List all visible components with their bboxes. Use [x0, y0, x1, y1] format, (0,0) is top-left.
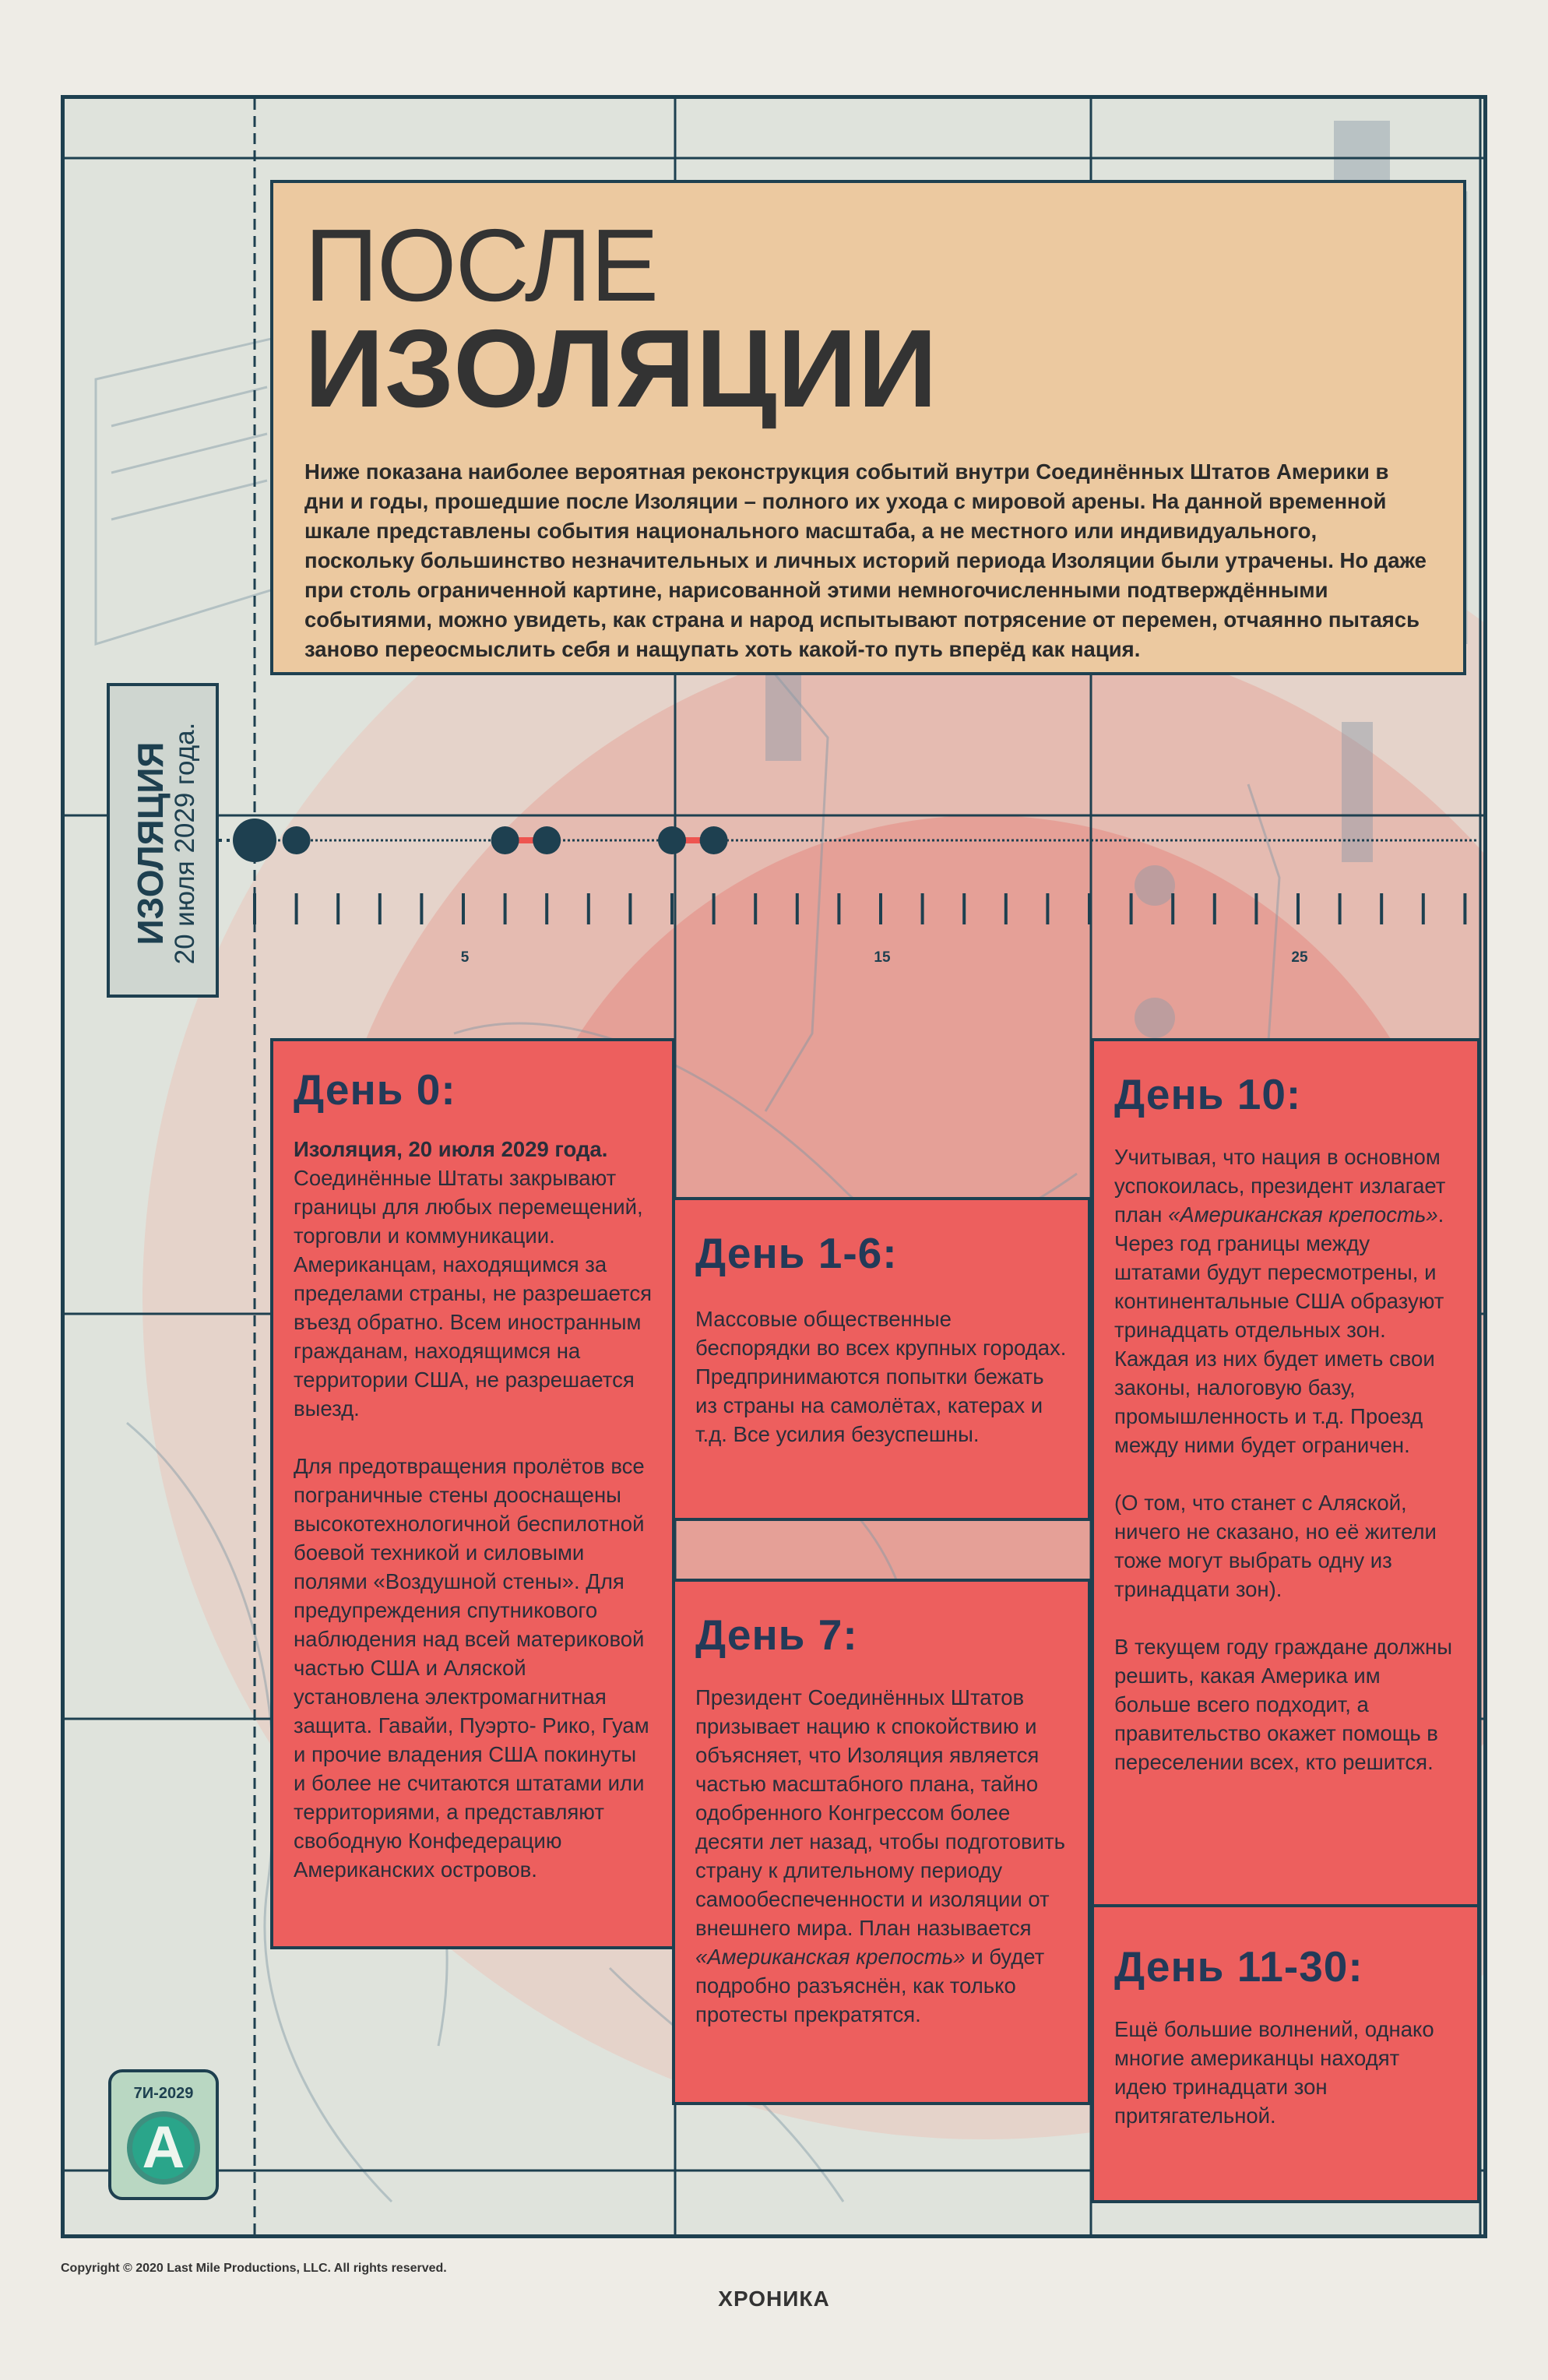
card-day-7 [672, 1579, 1091, 2105]
title-line-2: ИЗОЛЯЦИИ [304, 307, 938, 431]
logo-code: 7И-2029 [133, 2085, 194, 2102]
card-day-0-p1: Соединённые Штаты закрывают границы для любых перемещений, торговли и коммуникации. Американцам, находящимся за пределами страны, не разрешается въезд обратно. Всем иностранным гражданам, находящимся на территории США, не разрешается выезд. [294, 1166, 652, 1421]
card-day-1-6-p1: Массовые общественные беспорядки во всех крупных городах. Предпринимаются попытки бежать из страны на самолётах, катерах и т.д. Все усилия безуспешны. [695, 1307, 1067, 1446]
card-day-11-30 [1091, 1904, 1480, 2203]
title-line-1: ПОСЛЕ [304, 208, 658, 322]
card-day-7-heading: День 7: [695, 1611, 858, 1659]
7i-2029-logo [108, 2069, 219, 2200]
card-day-1-6-heading: День 1-6: [695, 1229, 898, 1277]
card-day-0 [270, 1038, 675, 1949]
isolation-title: ИЗОЛЯЦИЯ [130, 741, 171, 945]
card-day-10-p2: (О том, что станет с Аляской, ничего не сказано, но её жители тоже могут выбрать одну из тринадцати зон). [1114, 1491, 1437, 1601]
logo-letter: A [142, 2114, 185, 2181]
card-day-7-plan-name: «Американская крепость» [695, 1945, 966, 1969]
card-day-11-30-p1: Ещё большие волнений, однако многие американцы находят идею тринадцати зон притягательной. [1114, 2017, 1434, 2128]
logo-emblem-icon [125, 2110, 202, 2186]
card-day-10 [1091, 1038, 1480, 1951]
timeline-dot-day-7 [533, 826, 561, 854]
card-day-11-30-heading: День 11-30: [1114, 1942, 1363, 1991]
timeline-dot-day-1 [283, 826, 311, 854]
card-day-10-p1 [1114, 1142, 1457, 1459]
tick-label-25: 25 [1291, 949, 1308, 966]
poster [61, 95, 1487, 2238]
card-day-0-lead: Изоляция, 20 июля 2029 года. [294, 1137, 608, 1161]
card-day-7-p1 [695, 1683, 1068, 2029]
timeline-dot-day-0 [233, 819, 276, 862]
card-day-1-6 [672, 1197, 1091, 1521]
timeline-dot-day-11 [700, 826, 728, 854]
card-day-10-p3: В текущем году граждане должны решить, какая Америка им больше всего подходит, а правительство окажет помощь в переселении всех, кто решится. [1114, 1635, 1452, 1774]
card-day-10-plan-name: «Американская крепость» [1168, 1202, 1438, 1227]
isolation-label [107, 683, 219, 998]
card-day-0-heading: День 0: [294, 1065, 456, 1114]
card-day-7-p1b: и будет подробно разъяснён, как только протесты прекратятся. [695, 1945, 1045, 2026]
card-day-0-text-1 [294, 1135, 652, 1423]
timeline-dot-day-10 [658, 826, 686, 854]
copyright: Copyright © 2020 Last Mile Productions, LLC. All rights reserved. [61, 2262, 447, 2275]
isolation-date: 20 июля 2029 года. [170, 722, 200, 965]
title-block [270, 180, 1466, 675]
intro-text: Ниже показана наиболее вероятная реконструкция событий внутри Соединённых Штатов Америки в дни и годы, прошедшие после Изоляции – полного их ухода с мировой арены. На данной временной шкале представлены события национального масштаба, а не местного или индивидуального, поскольку большинство незначительных и личных историй периода Изоляции были утрачены. Но даже при столь ограниченной картине, нарисованной этими немногочисленными подтверждёнными событиями, можно увидеть, как страна и народ испытывают потрясение от перемен, отчаянно пытаясь заново переосмыслить себя и нащупать хоть какой-то путь вперёд как нация. [304, 459, 1427, 661]
timeline-dot-day-6 [491, 826, 519, 854]
card-day-0-p2: Для предотвращения пролётов все пограничные стены дооснащены высокотехнологичной беспилотной боевой техникой и силовыми полями «Воздушной стены». Для предупреждения спутникового наблюдения над всей материковой частью США и Аляской установлена электромагнитная защита. Гавайи, Пуэрто- Рико, Гуам и прочие владения США покинуты и более не считаются штатами или территориями, а представляют свободную Конфедерацию Американских островов. [294, 1454, 649, 1882]
tick-label-5: 5 [460, 949, 470, 966]
tick-label-15: 15 [874, 949, 891, 966]
card-day-10-p1b: . Через год границы между штатами будут пересмотрены, и континентальные США образуют тринадцать отдельных зон. Каждая из них будет иметь свои законы, налоговую базу, промышленность и т.д. Проезд между ними будет ограничен. [1114, 1202, 1444, 1457]
card-day-10-p1a: Учитывая, что нация в основном успокоилась, президент излагает план [1114, 1145, 1446, 1227]
card-day-7-p1a: Президент Соединённых Штатов призывает нацию к спокойствию и объясняет, что Изоляция является частью масштабного плана, тайно одобренного Конгрессом более десяти лет назад, чтобы подготовить страну к длительному периоду самообеспеченности и изоляции от внешнего мира. План называется [695, 1685, 1065, 1940]
footer-title: ХРОНИКА [718, 2287, 830, 2311]
card-day-10-heading: День 10: [1114, 1070, 1302, 1118]
